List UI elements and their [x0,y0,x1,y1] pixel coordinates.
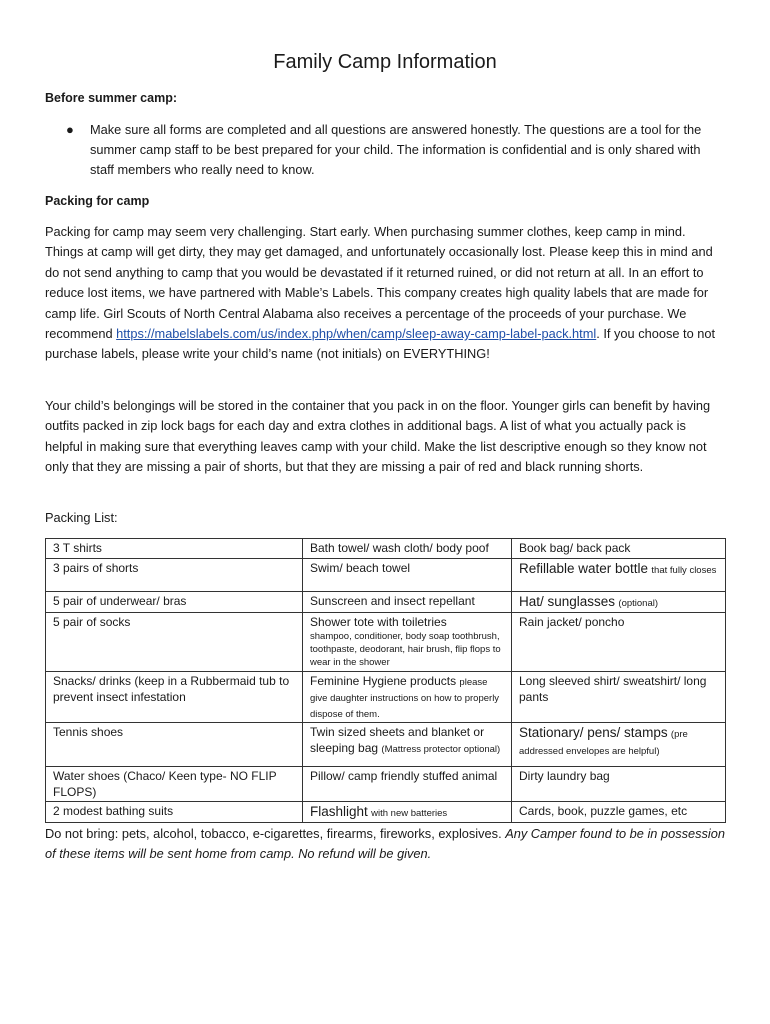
table-cell: 2 modest bathing suits [46,802,303,823]
cell-note: that fully closes [651,565,717,576]
table-cell: Bath towel/ wash cloth/ body poof [303,539,512,559]
table-cell [512,723,726,767]
cell-note: shampoo, conditioner, body soap toothbrush, toothpaste, deodorant, hair brush, flip flops to wear in the shower [310,631,501,668]
cell-main-text: Refillable water bottle [519,561,649,576]
table-cell [512,559,726,592]
table-row [46,592,726,613]
page-title: Family Camp Information [273,51,497,73]
table-cell: Rain jacket/ poncho [512,613,726,672]
table-cell: Long sleeved shirt/ sweatshirt/ long pants [512,672,726,723]
do-not-bring-notice [45,824,735,864]
bullet-text: Make sure all forms are completed and all questions are answered honestly. The questions are a tool for the summer camp staff to be best prepared for your child. The information is confidential and is only shared with staff members who really need to know. [90,122,702,177]
table-cell [303,672,512,723]
table-cell [303,802,512,823]
table-row [46,613,726,672]
table-row [46,559,726,592]
packing-paragraph-text: Packing for camp may seem very challenging. Start early. When purchasing summer clothes, keep camp in mind. Things at camp will get dirty, they may get damaged, and unfortunately occasionally lost. Please keep this in mind and do not send anything to camp that you would be devastated if it returned ruined, or did not return at all. In an effort to reduce lost items, we have partnered with Mable’s Labels. This company creates high quality labels that are made for camp life. Girl Scouts of North Central Alabama also receives a percentage of the proceeds of your purchase. We recommend [45,224,713,342]
cell-main-text: Feminine Hygiene products [310,674,457,688]
cell-note: please give daughter instructions on how to properly dispose of them. [310,677,500,720]
cell-main-text: Flashlight [310,804,368,819]
do-not-bring-text: Do not bring: pets, alcohol, tobacco, e-cigarettes, firearms, fireworks, explosives. [45,826,506,841]
packing-paragraph [45,222,727,365]
table-cell: 3 T shirts [46,539,303,559]
table-cell: Dirty laundry bag [512,767,726,802]
packing-table [45,538,726,823]
table-cell: Book bag/ back pack [512,539,726,559]
table-cell: Water shoes (Chaco/ Keen type- NO FLIP FLOPS) [46,767,303,802]
table-cell: Cards, book, puzzle games, etc [512,802,726,823]
table-row [46,802,726,823]
table-cell: 3 pairs of shorts [46,559,303,592]
mabels-labels-link[interactable]: https://mabelslabels.com/us/index.php/when/camp/sleep-away-camp-label-pack.html [116,326,597,342]
cell-note: (Mattress protector optional) [381,744,501,755]
packing-paragraph-text-end: . If you choose to not purchase labels, please write your child’s name (not initials) on EVERYTHING! [45,326,716,362]
packing-list-label: Packing List: [45,510,118,525]
before-camp-heading: Before summer camp: [45,91,177,105]
table-cell [512,592,726,613]
cell-note: (optional) [618,598,659,609]
table-cell: 5 pair of socks [46,613,303,672]
do-not-bring-warning: Any Camper found to be in possession of these items will be sent home from camp. No refund will be given. [45,826,725,861]
bullet-dot-icon: ● [66,122,74,137]
table-cell [303,723,512,767]
table-cell: Tennis shoes [46,723,303,767]
belongings-paragraph: Your child’s belongings will be stored in the container that you pack in on the floor. Younger girls can benefit by having outfits packed in zip lock bags for each day and extra clothes in additional bags. A list of what you actually pack is helpful in making sure that everything leaves camp with your child. Make the list descriptive enough so they know not only that they are missing a pair of shorts, but that they are missing a pair of red and black running shorts. [45,398,711,475]
table-cell: 5 pair of underwear/ bras [46,592,303,613]
cell-main-text: Stationary/ pens/ stamps [519,725,668,740]
table-cell: Sunscreen and insect repellant [303,592,512,613]
cell-main-text: Hat/ sunglasses [519,594,616,609]
table-cell: Swim/ beach towel [303,559,512,592]
table-cell [303,613,512,672]
table-row [46,539,726,559]
table-row [46,767,726,802]
table-cell: Pillow/ camp friendly stuffed animal [303,767,512,802]
packing-heading: Packing for camp [45,194,150,208]
cell-main-text: Twin sized sheets and blanket or sleeping bag [310,725,485,755]
table-cell: Snacks/ drinks (keep in a Rubbermaid tub to prevent insect infestation [46,672,303,723]
table-row [46,723,726,767]
table-row [46,672,726,723]
cell-main-text: Shower tote with toiletries [310,615,447,629]
cell-note: with new batteries [371,808,448,819]
cell-note: (pre addressed envelopes are helpful) [519,729,688,757]
